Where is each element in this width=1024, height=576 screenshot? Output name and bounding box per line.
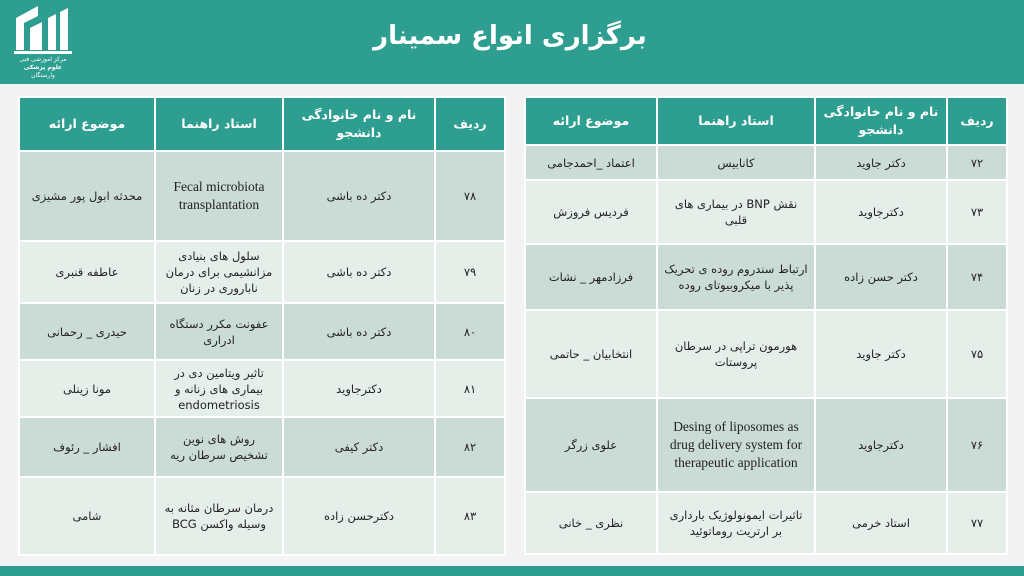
header-topic: موضوع ارائه — [19, 97, 155, 151]
table-header-row — [525, 97, 1007, 145]
table-row — [19, 360, 505, 417]
row-number: ۷۷ — [947, 492, 1007, 554]
topic-cell: حیدری _ رحمانی — [19, 303, 155, 360]
row-number: ۷۶ — [947, 398, 1007, 492]
table-row — [19, 151, 505, 241]
topic-cell: فرزادمهر _ نشات — [525, 244, 657, 310]
advisor-cell: تاثیر ویتامین دی در بیماری های زنانه و endometriosis — [155, 360, 283, 417]
student-name: دکتر جاوید — [815, 310, 947, 398]
advisor-cell: روش های نوین تشخیص سرطان ریه — [155, 417, 283, 477]
student-name: دکتر کیفی — [283, 417, 435, 477]
row-number: ۷۳ — [947, 180, 1007, 244]
header-student: نام و نام خانوادگی دانشجو — [815, 97, 947, 145]
table-row — [525, 310, 1007, 398]
row-number: ۸۲ — [435, 417, 505, 477]
logo-icon — [8, 4, 78, 56]
student-name: دکتر ده باشی — [283, 151, 435, 241]
logo-text-line-2: علوم پزشکی — [23, 64, 63, 71]
row-number: ۸۳ — [435, 477, 505, 555]
header-advisor: استاد راهنما — [155, 97, 283, 151]
table-row — [19, 303, 505, 360]
table-row — [19, 477, 505, 555]
topic-cell: مونا زینلی — [19, 360, 155, 417]
advisor-cell: درمان سرطان مثانه به وسیله واکسن BCG — [155, 477, 283, 555]
student-name: دکترجاوید — [815, 180, 947, 244]
advisor-cell: Fecal microbiota transplantation — [155, 151, 283, 241]
row-number: ۷۸ — [435, 151, 505, 241]
advisor-cell: نقش BNP در بیماری های قلبی — [657, 180, 815, 244]
advisor-cell: تاثیرات ایمونولوژیک بارداری بر ارتریت روماتوئید — [657, 492, 815, 554]
logo-text-line-3: وارستگان — [31, 72, 55, 79]
header-row-no: ردیف — [435, 97, 505, 151]
topic-cell: اعتماد _احمدجامی — [525, 145, 657, 180]
student-name: دکتر حسن زاده — [815, 244, 947, 310]
header-student: نام و نام خانوادگی دانشجو — [283, 97, 435, 151]
table-row — [19, 241, 505, 303]
topic-cell: محدثه ابول پور مشیزی — [19, 151, 155, 241]
row-number: ۷۵ — [947, 310, 1007, 398]
topic-cell: شامی — [19, 477, 155, 555]
row-number: ۷۹ — [435, 241, 505, 303]
advisor-cell: عفونت مکرر دستگاه ادراری — [155, 303, 283, 360]
student-name: استاد خرمی — [815, 492, 947, 554]
seminar-table-right — [524, 96, 1008, 555]
student-name: دکترجاوید — [283, 360, 435, 417]
footer-bar — [0, 566, 1024, 576]
table-row — [19, 417, 505, 477]
topic-cell: عاطفه قنبری — [19, 241, 155, 303]
institution-logo — [8, 4, 78, 80]
seminar-table-left — [18, 96, 506, 556]
advisor-cell: کانابیس — [657, 145, 815, 180]
row-number: ۷۴ — [947, 244, 1007, 310]
topic-cell: افشار _ رئوف — [19, 417, 155, 477]
topic-cell: علوی زرگر — [525, 398, 657, 492]
header-row-no: ردیف — [947, 97, 1007, 145]
table-row — [525, 492, 1007, 554]
page-title: برگزاری انواع سمینار — [373, 21, 647, 51]
advisor-cell: هورمون تراپی در سرطان پروستات — [657, 310, 815, 398]
advisor-cell: ارتباط سندروم روده ی تحریک پذیر با میکروبیوتای روده — [657, 244, 815, 310]
student-name: دکتر ده باشی — [283, 303, 435, 360]
student-name: دکتر جاوید — [815, 145, 947, 180]
row-number: ۸۰ — [435, 303, 505, 360]
student-name: دکترحسن زاده — [283, 477, 435, 555]
row-number: ۷۲ — [947, 145, 1007, 180]
header-advisor: استاد راهنما — [657, 97, 815, 145]
student-name: دکترجاوید — [815, 398, 947, 492]
table-row — [525, 145, 1007, 180]
advisor-cell: Desing of liposomes as drug delivery system for therapeutic application — [657, 398, 815, 492]
row-number: ۸۱ — [435, 360, 505, 417]
student-name: دکتر ده باشی — [283, 241, 435, 303]
topic-cell: نظری _ خانی — [525, 492, 657, 554]
table-row — [525, 398, 1007, 492]
table-header-row — [19, 97, 505, 151]
advisor-cell: سلول های بنیادی مزانشیمی برای درمان ناباروری در زنان — [155, 241, 283, 303]
header-topic: موضوع ارائه — [525, 97, 657, 145]
topic-cell: انتخابیان _ حاتمی — [525, 310, 657, 398]
topic-cell: فردیس فروزش — [525, 180, 657, 244]
table-row — [525, 180, 1007, 244]
logo-text-line-1: مرکز آموزشی فنی — [19, 56, 67, 63]
table-row — [525, 244, 1007, 310]
